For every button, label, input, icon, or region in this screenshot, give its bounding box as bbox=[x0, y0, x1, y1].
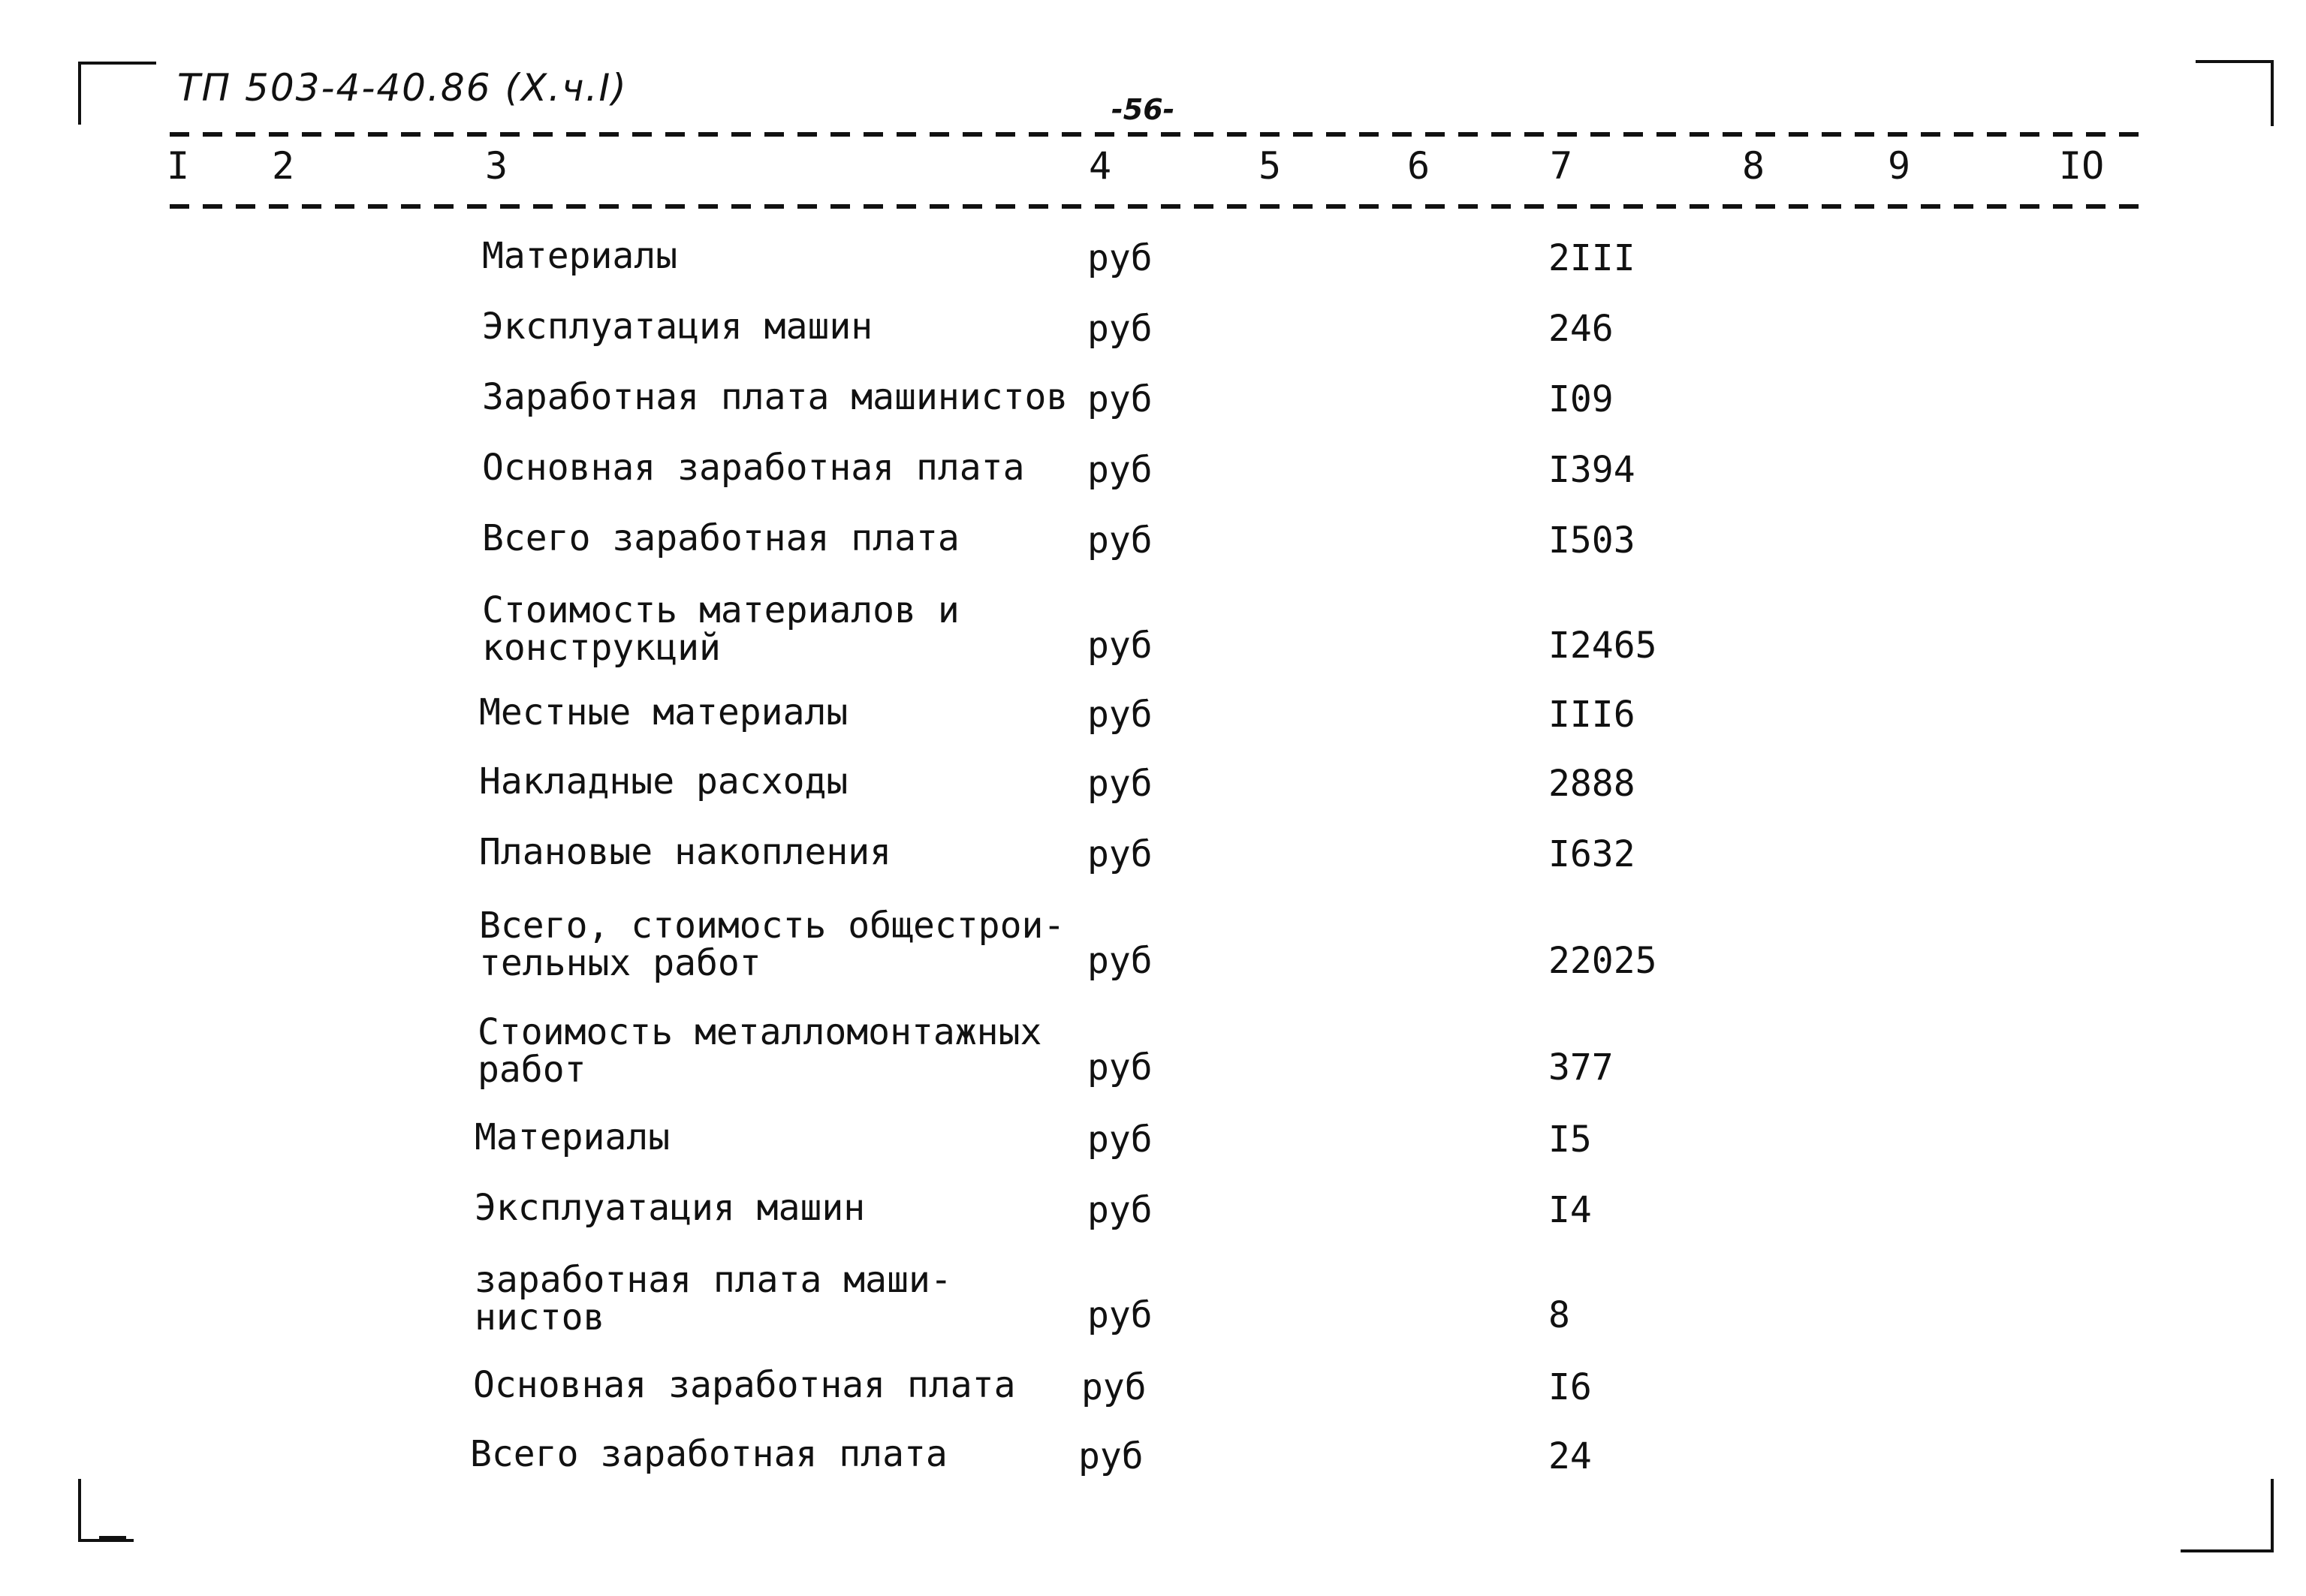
column-number: 7 bbox=[1550, 144, 1573, 188]
row-unit: руб bbox=[1087, 519, 1153, 562]
row-name: Стоимость материалов и конструкций bbox=[482, 589, 960, 669]
row-name: Основная заработная плата bbox=[473, 1364, 1016, 1406]
row-value: I5 bbox=[1548, 1119, 1592, 1161]
row-value: 8 bbox=[1548, 1294, 1570, 1336]
column-number: 4 bbox=[1089, 144, 1112, 188]
row-value: I09 bbox=[1548, 378, 1614, 420]
row-name: Стоимость металломонтажных работ bbox=[478, 1011, 1042, 1091]
row-value: 2888 bbox=[1548, 763, 1635, 805]
row-unit: руб bbox=[1087, 237, 1153, 279]
corner-mark-bottom-left bbox=[78, 1479, 134, 1542]
row-unit: руб bbox=[1087, 940, 1153, 982]
page-number: -56- bbox=[1111, 93, 1175, 126]
corner-mark-top-left bbox=[78, 62, 156, 125]
row-unit: руб bbox=[1087, 1119, 1153, 1161]
row-name: Заработная плата машинистов bbox=[482, 376, 1069, 418]
row-value: I6 bbox=[1548, 1366, 1592, 1408]
row-value: 22025 bbox=[1548, 940, 1657, 982]
row-value: III6 bbox=[1548, 694, 1635, 736]
row-value: 246 bbox=[1548, 308, 1614, 350]
row-name: заработная плата маши- нистов bbox=[475, 1259, 952, 1339]
row-value: 377 bbox=[1548, 1046, 1614, 1089]
row-name: Плановые накопления bbox=[479, 831, 892, 873]
row-unit: руб bbox=[1087, 378, 1153, 420]
row-name: Основная заработная плата bbox=[482, 447, 1025, 489]
corner-mark-bottom-left-dash bbox=[99, 1536, 126, 1539]
row-value: I2465 bbox=[1548, 625, 1657, 667]
row-name: Всего, стоимость общестрои- тельных работ bbox=[479, 905, 1066, 984]
row-value: I394 bbox=[1548, 449, 1635, 491]
row-value: 24 bbox=[1548, 1435, 1592, 1477]
row-value: I503 bbox=[1548, 519, 1635, 562]
column-number: 2 bbox=[272, 144, 295, 188]
row-name: Всего заработная плата bbox=[470, 1433, 948, 1475]
row-unit: руб bbox=[1087, 308, 1153, 350]
row-value: I632 bbox=[1548, 833, 1635, 875]
row-value: 2III bbox=[1548, 237, 1635, 279]
header-divider-bottom bbox=[170, 204, 2152, 209]
row-unit: руб bbox=[1078, 1435, 1144, 1477]
row-name: Эксплуатация машин bbox=[475, 1187, 866, 1229]
row-name: Накладные расходы bbox=[479, 760, 849, 803]
column-number: 8 bbox=[1742, 144, 1765, 188]
row-name: Всего заработная плата bbox=[482, 517, 960, 559]
document-code: ТП 503-4-40.86 (Х.ч.I) bbox=[177, 66, 628, 110]
row-unit: руб bbox=[1087, 625, 1153, 667]
row-unit: руб bbox=[1081, 1366, 1147, 1408]
column-number: 9 bbox=[1888, 144, 1911, 188]
row-unit: руб bbox=[1087, 1294, 1153, 1336]
row-unit: руб bbox=[1087, 694, 1153, 736]
row-unit: руб bbox=[1087, 763, 1153, 805]
column-number: I bbox=[167, 144, 190, 188]
column-number: IO bbox=[2059, 144, 2105, 188]
row-unit: руб bbox=[1087, 833, 1153, 875]
row-unit: руб bbox=[1087, 1189, 1153, 1231]
row-unit: руб bbox=[1087, 449, 1153, 491]
header-divider-top bbox=[170, 132, 2152, 137]
row-name: Местные материалы bbox=[479, 691, 849, 733]
row-name: Материалы bbox=[482, 235, 678, 277]
column-number: 6 bbox=[1407, 144, 1430, 188]
corner-mark-bottom-right bbox=[2181, 1479, 2274, 1552]
row-value: I4 bbox=[1548, 1189, 1592, 1231]
corner-mark-top-right bbox=[2196, 60, 2274, 126]
row-unit: руб bbox=[1087, 1046, 1153, 1089]
column-number: 5 bbox=[1259, 144, 1282, 188]
row-name: Эксплуатация машин bbox=[482, 306, 873, 348]
row-name: Материалы bbox=[475, 1116, 671, 1158]
column-number: 3 bbox=[485, 144, 508, 188]
